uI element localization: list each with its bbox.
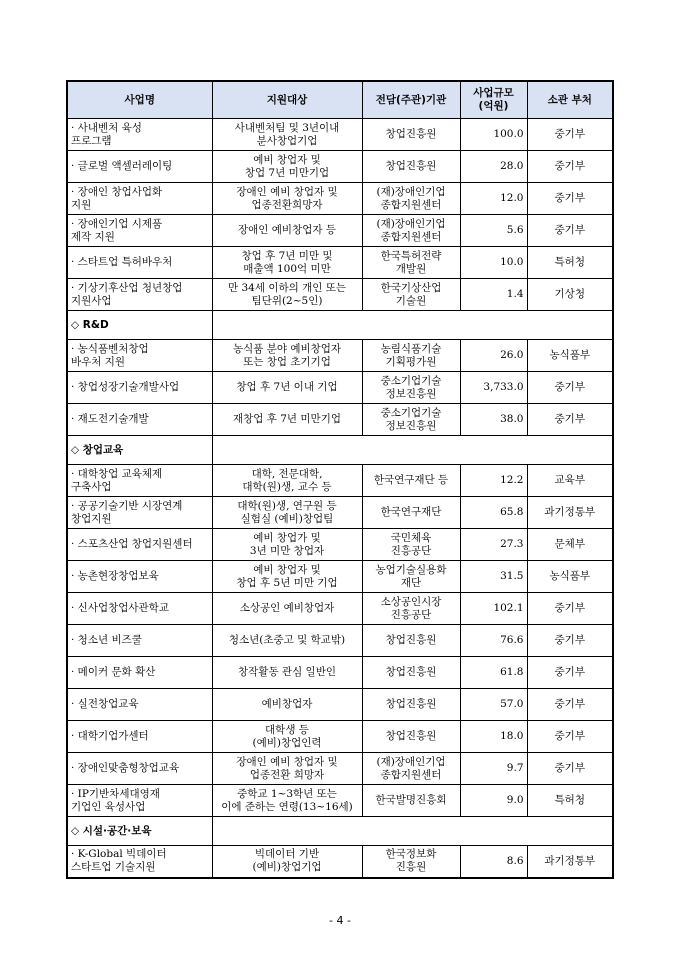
agency-cell: 창업진흥원 bbox=[362, 151, 460, 183]
program-name-cell: · 사내벤처 육성 프로그램 bbox=[67, 119, 212, 151]
section-title: ◇ 창업교육 bbox=[67, 436, 212, 465]
ministry-cell: 중기부 bbox=[527, 657, 613, 689]
program-name-cell: · 재도전기술개발 bbox=[67, 404, 212, 436]
program-name-cell: · 장애인 창업사업화 지원 bbox=[67, 183, 212, 215]
program-name-cell: · 신사업창업사관학교 bbox=[67, 593, 212, 625]
program-name-cell: · 글로벌 액셀러레이팅 bbox=[67, 151, 212, 183]
header-target: 지원대상 bbox=[212, 81, 362, 119]
table-row bbox=[67, 151, 613, 183]
ministry-cell: 농식품부 bbox=[527, 340, 613, 372]
support-program-table bbox=[66, 80, 614, 879]
budget-cell: 76.6 bbox=[460, 625, 527, 657]
program-name-cell: · 실전창업교육 bbox=[67, 689, 212, 721]
section-filler bbox=[212, 817, 613, 846]
budget-cell: 38.0 bbox=[460, 404, 527, 436]
ministry-cell: 과기정통부 bbox=[527, 846, 613, 878]
budget-cell: 57.0 bbox=[460, 689, 527, 721]
table-row bbox=[67, 340, 613, 372]
table-row bbox=[67, 846, 613, 878]
program-name-cell: · 기상기후산업 청년창업 지원사업 bbox=[67, 279, 212, 311]
ministry-cell: 농식품부 bbox=[527, 561, 613, 593]
program-name-cell: · 대학기업가센터 bbox=[67, 721, 212, 753]
program-name-cell: · 장애인맞춤형창업교육 bbox=[67, 753, 212, 785]
ministry-cell: 중기부 bbox=[527, 215, 613, 247]
agency-cell: (재)장애인기업 종합지원센터 bbox=[362, 215, 460, 247]
table-row bbox=[67, 465, 613, 497]
budget-cell: 100.0 bbox=[460, 119, 527, 151]
ministry-cell: 중기부 bbox=[527, 404, 613, 436]
table-row bbox=[67, 183, 613, 215]
target-cell: 소상공인 예비창업자 bbox=[212, 593, 362, 625]
budget-cell: 28.0 bbox=[460, 151, 527, 183]
agency-cell: 소상공인시장 진흥공단 bbox=[362, 593, 460, 625]
table-row bbox=[67, 372, 613, 404]
table-row bbox=[67, 497, 613, 529]
agency-cell: 창업진흥원 bbox=[362, 625, 460, 657]
agency-cell: 중소기업기술 정보진흥원 bbox=[362, 404, 460, 436]
target-cell: 창업 후 7년 미만 및 매출액 100억 미만 bbox=[212, 247, 362, 279]
program-name-cell: · 농촌현장창업보육 bbox=[67, 561, 212, 593]
ministry-cell: 기상청 bbox=[527, 279, 613, 311]
target-cell: 만 34세 이하의 개인 또는 팀단위(2~5인) bbox=[212, 279, 362, 311]
budget-cell: 18.0 bbox=[460, 721, 527, 753]
budget-cell: 10.0 bbox=[460, 247, 527, 279]
table-row bbox=[67, 247, 613, 279]
agency-cell: 창업진흥원 bbox=[362, 657, 460, 689]
target-cell: 중학교 1~3학년 또는 이에 준하는 연령(13~16세) bbox=[212, 785, 362, 817]
ministry-cell: 중기부 bbox=[527, 625, 613, 657]
program-name-cell: · IP기반차세대영재 기업인 육성사업 bbox=[67, 785, 212, 817]
ministry-cell: 중기부 bbox=[527, 119, 613, 151]
program-name-cell: · 공공기술기반 시장연계 창업지원 bbox=[67, 497, 212, 529]
table-body bbox=[67, 119, 613, 878]
ministry-cell: 중기부 bbox=[527, 151, 613, 183]
table-row bbox=[67, 721, 613, 753]
table-row bbox=[67, 279, 613, 311]
header-agency: 전담(주관)기관 bbox=[362, 81, 460, 119]
agency-cell: 한국연구재단 bbox=[362, 497, 460, 529]
header-ministry: 소관 부처 bbox=[527, 81, 613, 119]
target-cell: 농식품 분야 예비창업자 또는 창업 초기기업 bbox=[212, 340, 362, 372]
target-cell: 창업 후 7년 이내 기업 bbox=[212, 372, 362, 404]
table-row bbox=[67, 404, 613, 436]
program-name-cell: · 농식품벤처창업 바우처 지원 bbox=[67, 340, 212, 372]
table-row bbox=[67, 625, 613, 657]
budget-cell: 12.0 bbox=[460, 183, 527, 215]
budget-cell: 3,733.0 bbox=[460, 372, 527, 404]
target-cell: 대학(원)생, 연구원 등 실험실 (예비)창업팀 bbox=[212, 497, 362, 529]
budget-cell: 31.5 bbox=[460, 561, 527, 593]
agency-cell: 국민체육 진흥공단 bbox=[362, 529, 460, 561]
budget-cell: 26.0 bbox=[460, 340, 527, 372]
section-header bbox=[67, 311, 613, 340]
agency-cell: 한국연구재단 등 bbox=[362, 465, 460, 497]
program-name-cell: · 메이커 문화 확산 bbox=[67, 657, 212, 689]
budget-cell: 102.1 bbox=[460, 593, 527, 625]
agency-cell: (재)장애인기업 종합지원센터 bbox=[362, 183, 460, 215]
table-row bbox=[67, 529, 613, 561]
program-name-cell: · 장애인기업 시제품 제작 지원 bbox=[67, 215, 212, 247]
ministry-cell: 문체부 bbox=[527, 529, 613, 561]
table-row bbox=[67, 561, 613, 593]
agency-cell: 농림식품기술 기획평가원 bbox=[362, 340, 460, 372]
table-row bbox=[67, 753, 613, 785]
section-title: ◇ 시설·공간·보육 bbox=[67, 817, 212, 846]
budget-cell: 65.8 bbox=[460, 497, 527, 529]
agency-cell: 한국발명진흥회 bbox=[362, 785, 460, 817]
agency-cell: 한국특허전략 개발원 bbox=[362, 247, 460, 279]
table-row bbox=[67, 785, 613, 817]
header-budget: 사업규모 (억원) bbox=[460, 81, 527, 119]
program-name-cell: · 창업성장기술개발사업 bbox=[67, 372, 212, 404]
program-name-cell: · 대학창업 교육체제 구축사업 bbox=[67, 465, 212, 497]
program-name-cell: · 스포츠산업 창업지원센터 bbox=[67, 529, 212, 561]
ministry-cell: 특허청 bbox=[527, 247, 613, 279]
ministry-cell: 중기부 bbox=[527, 753, 613, 785]
budget-cell: 61.8 bbox=[460, 657, 527, 689]
target-cell: 대학, 전문대학, 대학(원)생, 교수 등 bbox=[212, 465, 362, 497]
budget-cell: 9.7 bbox=[460, 753, 527, 785]
target-cell: 장애인 예비창업자 등 bbox=[212, 215, 362, 247]
target-cell: 재창업 후 7년 미만기업 bbox=[212, 404, 362, 436]
ministry-cell: 중기부 bbox=[527, 183, 613, 215]
target-cell: 예비창업자 bbox=[212, 689, 362, 721]
agency-cell: 중소기업기술 정보진흥원 bbox=[362, 372, 460, 404]
target-cell: 창작활동 관심 일반인 bbox=[212, 657, 362, 689]
agency-cell: 창업진흥원 bbox=[362, 119, 460, 151]
ministry-cell: 중기부 bbox=[527, 689, 613, 721]
ministry-cell: 중기부 bbox=[527, 372, 613, 404]
section-filler bbox=[212, 311, 613, 340]
budget-cell: 27.3 bbox=[460, 529, 527, 561]
budget-cell: 9.0 bbox=[460, 785, 527, 817]
target-cell: 장애인 예비 창업자 및 업종전환 희망자 bbox=[212, 753, 362, 785]
ministry-cell: 중기부 bbox=[527, 593, 613, 625]
agency-cell: 농업기술실용화 재단 bbox=[362, 561, 460, 593]
budget-cell: 5.6 bbox=[460, 215, 527, 247]
target-cell: 청소년(초중고 및 학교밖) bbox=[212, 625, 362, 657]
target-cell: 사내벤처팀 및 3년이내 분사창업기업 bbox=[212, 119, 362, 151]
header-program-name: 사업명 bbox=[67, 81, 212, 119]
budget-cell: 12.2 bbox=[460, 465, 527, 497]
target-cell: 대학생 등 (예비)창업인력 bbox=[212, 721, 362, 753]
budget-cell: 8.6 bbox=[460, 846, 527, 878]
target-cell: 장애인 예비 창업자 및 업종전환희망자 bbox=[212, 183, 362, 215]
program-name-cell: · 스타트업 특허바우처 bbox=[67, 247, 212, 279]
ministry-cell: 과기정통부 bbox=[527, 497, 613, 529]
budget-cell: 1.4 bbox=[460, 279, 527, 311]
page-number: - 4 - bbox=[329, 914, 351, 927]
ministry-cell: 특허청 bbox=[527, 785, 613, 817]
agency-cell: 창업진흥원 bbox=[362, 721, 460, 753]
table-row bbox=[67, 215, 613, 247]
target-cell: 예비 창업자 및 창업 7년 미만기업 bbox=[212, 151, 362, 183]
target-cell: 예비 창업가 및 3년 미만 창업자 bbox=[212, 529, 362, 561]
agency-cell: 한국기상산업 기술원 bbox=[362, 279, 460, 311]
section-filler bbox=[212, 436, 613, 465]
section-header bbox=[67, 436, 613, 465]
table-row bbox=[67, 689, 613, 721]
target-cell: 빅데이터 기반 (예비)창업기업 bbox=[212, 846, 362, 878]
table-row bbox=[67, 119, 613, 151]
target-cell: 예비 창업자 및 창업 후 5년 미만 기업 bbox=[212, 561, 362, 593]
agency-cell: 창업진흥원 bbox=[362, 689, 460, 721]
section-title: ◇ R&D bbox=[67, 311, 212, 340]
table-row bbox=[67, 657, 613, 689]
table-row bbox=[67, 593, 613, 625]
agency-cell: (재)장애인기업 종합지원센터 bbox=[362, 753, 460, 785]
table-header bbox=[67, 81, 613, 119]
program-name-cell: · K-Global 빅데이터 스타트업 기술지원 bbox=[67, 846, 212, 878]
section-header bbox=[67, 817, 613, 846]
agency-cell: 한국정보화 진흥원 bbox=[362, 846, 460, 878]
ministry-cell: 중기부 bbox=[527, 721, 613, 753]
program-name-cell: · 청소년 비즈쿨 bbox=[67, 625, 212, 657]
ministry-cell: 교육부 bbox=[527, 465, 613, 497]
